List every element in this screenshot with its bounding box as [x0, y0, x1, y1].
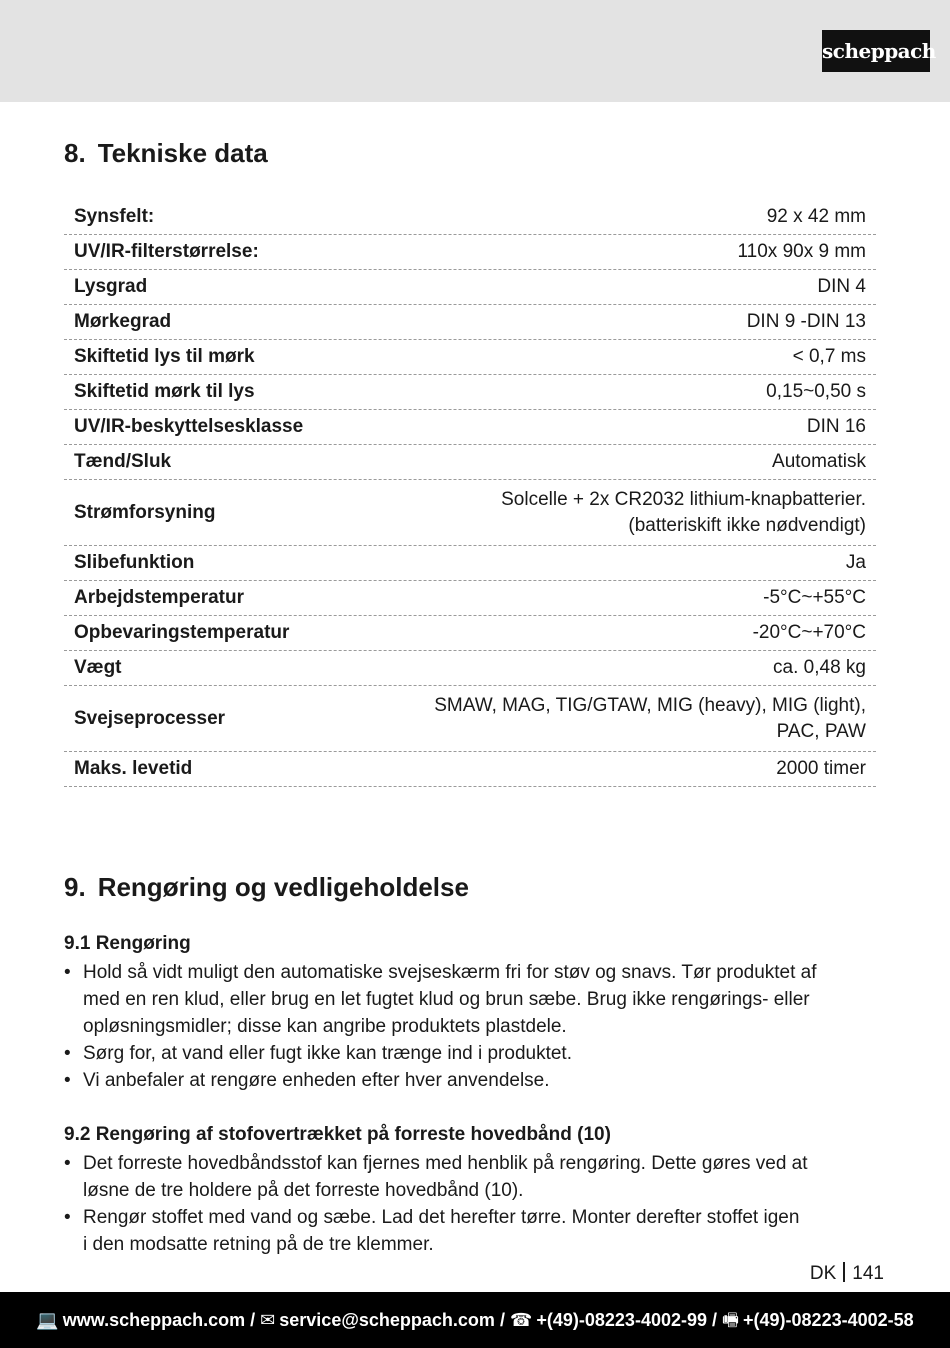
spec-row — [64, 235, 876, 270]
bullet-line: • Hold så vidt muligt den automatiske svejseskærm fri for støv og snavs. Tør produktet af — [83, 962, 817, 983]
spec-row — [64, 270, 876, 305]
spec-value — [753, 620, 866, 646]
spec-value — [738, 239, 866, 265]
spec-label: Maks. levetid — [74, 758, 193, 779]
section-9-heading — [64, 872, 469, 903]
spec-value — [766, 379, 866, 405]
spec-label: Slibefunktion — [74, 552, 195, 573]
spec-label: Skiftetid mørk til lys — [74, 381, 255, 402]
bullet-item — [64, 1150, 894, 1204]
spec-value — [846, 550, 866, 576]
website-link[interactable]: www.scheppach.com — [62, 1310, 246, 1330]
bullet-line: • Det forreste hovedbåndsstof kan fjernes med henblik på rengøring. Dette gøres ved at — [83, 1153, 808, 1174]
spec-value-line: (batteriskift ikke nødvendigt) — [628, 514, 866, 536]
bullet-line: løsne de tre holdere på det forreste hovedbånd (10). — [83, 1180, 524, 1201]
spec-label: Lysgrad — [74, 276, 148, 297]
spec-value-line: Solcelle + 2x CR2032 lithium-knapbatterier. — [501, 488, 866, 510]
phone-number: +(49)-08223-4002-99 — [536, 1310, 707, 1330]
footer-separator: / — [707, 1310, 723, 1330]
spec-value-line: Ja — [845, 552, 866, 573]
spec-value-line: SMAW, MAG, TIG/GTAW, MIG (heavy), MIG (light), — [434, 694, 866, 716]
spec-value-line: < 0,7 ms — [792, 346, 866, 367]
section-8-heading — [64, 138, 268, 169]
spec-label: Mørkegrad — [74, 311, 172, 332]
bullet-line: • Sørg for, at vand eller fugt ikke kan trænge ind i produktet. — [83, 1043, 572, 1064]
spec-value-line: DIN 16 — [806, 416, 866, 437]
computer-icon: 💻 — [36, 1310, 59, 1330]
spec-value — [793, 344, 866, 370]
spec-label: Vægt — [74, 657, 122, 678]
footer-separator: / — [245, 1310, 261, 1330]
section-8-number: 8. — [64, 138, 86, 168]
page-separator — [843, 1262, 845, 1282]
spec-row — [64, 480, 876, 546]
spec-row — [64, 752, 876, 787]
spec-label: Arbejdstemperatur — [74, 587, 244, 608]
spec-row — [64, 581, 876, 616]
spec-value — [776, 756, 866, 782]
spec-value-line: DIN 4 — [817, 276, 866, 297]
spec-label: Skiftetid lys til mørk — [74, 346, 255, 367]
bullet-line: • Vi anbefaler at rengøre enheden efter hver anvendelse. — [83, 1070, 550, 1091]
section-8-title: Tekniske data — [97, 138, 268, 168]
spec-row — [64, 445, 876, 480]
page-number-value: 141 — [852, 1263, 884, 1284]
spec-label: Svejseprocesser — [74, 707, 226, 729]
mail-icon: ✉ — [260, 1310, 276, 1330]
footer-separator: / — [494, 1310, 510, 1330]
spec-value — [434, 693, 866, 745]
spec-label: Synsfelt: — [74, 206, 155, 227]
bullet-item — [64, 1040, 894, 1067]
cleaning-section — [64, 930, 894, 1094]
spec-value — [747, 309, 866, 335]
spec-value — [767, 204, 866, 230]
spec-row — [64, 651, 876, 686]
spec-row — [64, 546, 876, 581]
spec-row — [64, 305, 876, 340]
spec-row — [64, 410, 876, 445]
page-number — [810, 1262, 884, 1285]
headband-cleaning-section — [64, 1121, 894, 1258]
spec-value — [773, 655, 866, 681]
bullet-line: • Rengør stoffet med vand og sæbe. Lad det herefter tørre. Monter derefter stoffet igen — [83, 1207, 800, 1228]
headband-bullet-list — [64, 1150, 894, 1258]
spec-value-line: -20°C~+70°C — [752, 622, 866, 643]
bullet-line: i den modsatte retning på de tre klemmer. — [83, 1234, 434, 1255]
subsection-9-1-heading: 9.1 Rengøring — [64, 933, 191, 954]
bullet-line: med en ren klud, eller brug en let fugtet klud og brun sæbe. Brug ikke rengørings- eller — [83, 989, 810, 1010]
spec-row — [64, 340, 876, 375]
spec-label: UV/IR-beskyttelsesklasse — [74, 416, 304, 437]
bullet-item — [64, 1204, 894, 1258]
fax-icon: 🖷 — [722, 1310, 740, 1330]
spec-row — [64, 686, 876, 752]
spec-value — [817, 274, 866, 300]
phone-icon: ☎ — [509, 1310, 533, 1330]
spec-value-line: 110x 90x 9 mm — [737, 241, 866, 262]
header-bar — [0, 0, 950, 102]
bullet-item — [64, 959, 894, 1040]
spec-value-line: PAC, PAW — [776, 720, 866, 742]
spec-value-line: Automatisk — [772, 451, 866, 472]
spec-row — [64, 616, 876, 651]
spec-value-line: ca. 0,48 kg — [773, 657, 866, 678]
technical-data-table — [64, 200, 876, 787]
spec-label: Tænd/Sluk — [74, 451, 172, 472]
bullet-item — [64, 1067, 894, 1094]
spec-row — [64, 200, 876, 235]
page-language: DK — [809, 1263, 837, 1284]
spec-value — [772, 449, 866, 475]
bullet-line: opløsningsmidler; disse kan angribe produktets plastdele. — [83, 1016, 567, 1037]
spec-row — [64, 375, 876, 410]
section-9-title: Rengøring og vedligeholdelse — [97, 872, 469, 902]
spec-value — [763, 585, 866, 611]
spec-value-line: -5°C~+55°C — [763, 587, 866, 608]
spec-value-line: 92 x 42 mm — [766, 206, 866, 227]
spec-label: Opbevaringstemperatur — [74, 622, 290, 643]
contact-footer — [0, 1292, 950, 1348]
email-link[interactable]: service@scheppach.com — [279, 1310, 495, 1330]
spec-value — [501, 487, 866, 539]
spec-value-line: DIN 9 -DIN 13 — [746, 311, 866, 332]
section-9-number: 9. — [64, 872, 86, 902]
scheppach-logo: scheppach — [822, 30, 930, 72]
spec-value-line: 0,15~0,50 s — [766, 381, 866, 402]
cleaning-bullet-list — [64, 959, 894, 1094]
spec-value — [807, 414, 866, 440]
spec-value-line: 2000 timer — [776, 758, 866, 779]
spec-label: UV/IR-filterstørrelse: — [74, 241, 259, 262]
subsection-9-2-heading: 9.2 Rengøring af stofovertrækket på forreste hovedbånd (10) — [64, 1124, 611, 1145]
spec-label: Strømforsyning — [74, 501, 216, 523]
fax-number: +(49)-08223-4002-58 — [743, 1310, 914, 1330]
